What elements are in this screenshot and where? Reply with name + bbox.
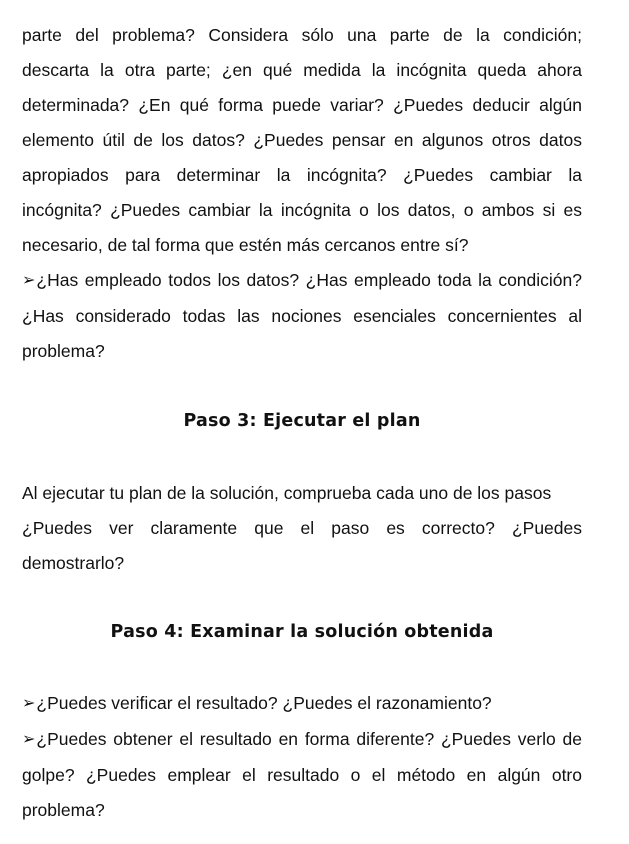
step-4-heading: Paso 4: Examinar la solución obtenida: [110, 622, 494, 642]
bullet-text: ¿Puedes obtener el resultado en forma diferente? ¿Puedes verlo de: [36, 729, 582, 749]
paragraph-line: golpe? ¿Puedes emplear el resultado o el método en algún otro: [22, 765, 582, 785]
paragraph-line: Al ejecutar tu plan de la solución, comprueba cada uno de los pasos: [22, 483, 552, 503]
paragraph-line: ¿Puedes ver claramente que el paso es correcto? ¿Puedes: [22, 518, 582, 538]
paragraph-line: descarta la otra parte; ¿en qué medida la incógnita queda ahora: [22, 60, 582, 80]
bullet-text: ¿Puedes verificar el resultado? ¿Puedes el razonamiento?: [36, 693, 492, 713]
bullet-item: [22, 722, 582, 758]
paragraph-line: problema?: [22, 800, 105, 820]
paragraph-line: apropiados para determinar la incógnita? ¿Puedes cambiar la: [22, 165, 582, 185]
arrow-bullet-icon: ➢: [22, 272, 36, 289]
paragraph-plan-questions: [22, 18, 582, 369]
paragraph-line: incógnita? ¿Puedes cambiar la incógnita o los datos, o ambos si es: [22, 200, 582, 220]
paragraph-examine-solution: [22, 686, 582, 828]
paragraph-line: ¿Has considerado todas las nociones esenciales concernientes al: [22, 306, 582, 326]
paragraph-line: parte del problema? Considera sólo una parte de la condición;: [22, 25, 582, 45]
bullet-item: [22, 686, 582, 722]
paragraph-line: problema?: [22, 341, 105, 361]
step-3-heading: Paso 3: Ejecutar el plan: [183, 411, 421, 431]
paragraph-line: elemento útil de los datos? ¿Puedes pensar en algunos otros datos: [22, 130, 582, 150]
bullet-item: [22, 263, 582, 299]
arrow-bullet-icon: ➢: [22, 695, 36, 712]
arrow-bullet-icon: ➢: [22, 731, 36, 748]
paragraph-execute-plan: [22, 476, 582, 581]
paragraph-line: determinada? ¿En qué forma puede variar? ¿Puedes deducir algún: [22, 95, 582, 115]
bullet-text: ¿Has empleado todos los datos? ¿Has empleado toda la condición?: [36, 270, 582, 290]
paragraph-line: demostrarlo?: [22, 553, 125, 573]
paragraph-line: necesario, de tal forma que estén más cercanos entre sí?: [22, 235, 469, 255]
